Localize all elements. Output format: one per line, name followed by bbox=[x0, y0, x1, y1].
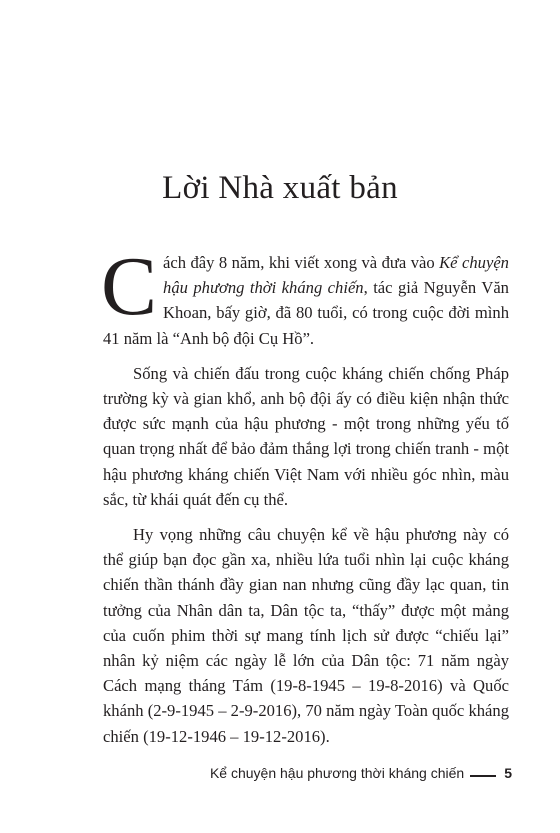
paragraph-3: Hy vọng những câu chuyện kể về hậu phương này có thể giúp bạn đọc gần xa, nhiều lứa tuổi nhìn lại cuộc kháng chiến thần thánh đầy gian nan nhưng cũng đầy lạc quan, tin tưởng của Nhân dân ta, Dân tộc ta, “thấy” được một mảng của cuốn phim thời sự mang tính lịch sử được “chiếu lại” nhân kỷ niệm các ngày lễ lớn của Dân tộc: 71 năm ngày Cách mạng tháng Tám (19-8-1945 – 19-8-2016) và Quốc khánh (2-9-1945 – 2-9-2016), 70 năm ngày Toàn quốc kháng chiến (19-12-1946 – 19-12-2016). bbox=[103, 525, 509, 746]
paragraph-1-text-end: , tác giả Nguyễn Văn Khoan, bấy giờ, đã 80 tuổi, có trong cuộc đời mình 41 năm là “Anh bộ đội Cụ Hồ”. bbox=[103, 278, 509, 348]
footer-divider bbox=[470, 775, 496, 777]
paragraph-1 bbox=[101, 240, 509, 351]
body-text bbox=[101, 240, 509, 759]
footer-book-title: Kể chuyện hậu phương thời kháng chiến bbox=[209, 765, 465, 781]
paragraph-2: Sống và chiến đấu trong cuộc kháng chiến chống Pháp trường kỳ và gian khổ, anh bộ đội ấy có điều kiện nhận thức được sức mạnh của hậu phương - một trong những yếu tố quan trọng nhất để bảo đảm thắng lợi trong chiến tranh - một hậu phương kháng chiến Việt Nam với nhiều góc nhìn, màu sắc, từ khái quát đến cụ thể. bbox=[103, 363, 509, 509]
page-title: Lời Nhà xuất bản bbox=[162, 170, 398, 206]
page-footer bbox=[210, 764, 512, 782]
page-number: 5 bbox=[504, 765, 512, 781]
drop-cap-letter: C bbox=[101, 240, 158, 333]
book-title-italic: Kể chuyện hậu phương thời kháng chiến bbox=[163, 253, 509, 298]
paragraph-1-text-start: ách đây 8 năm, khi viết xong và đưa vào bbox=[163, 253, 440, 272]
